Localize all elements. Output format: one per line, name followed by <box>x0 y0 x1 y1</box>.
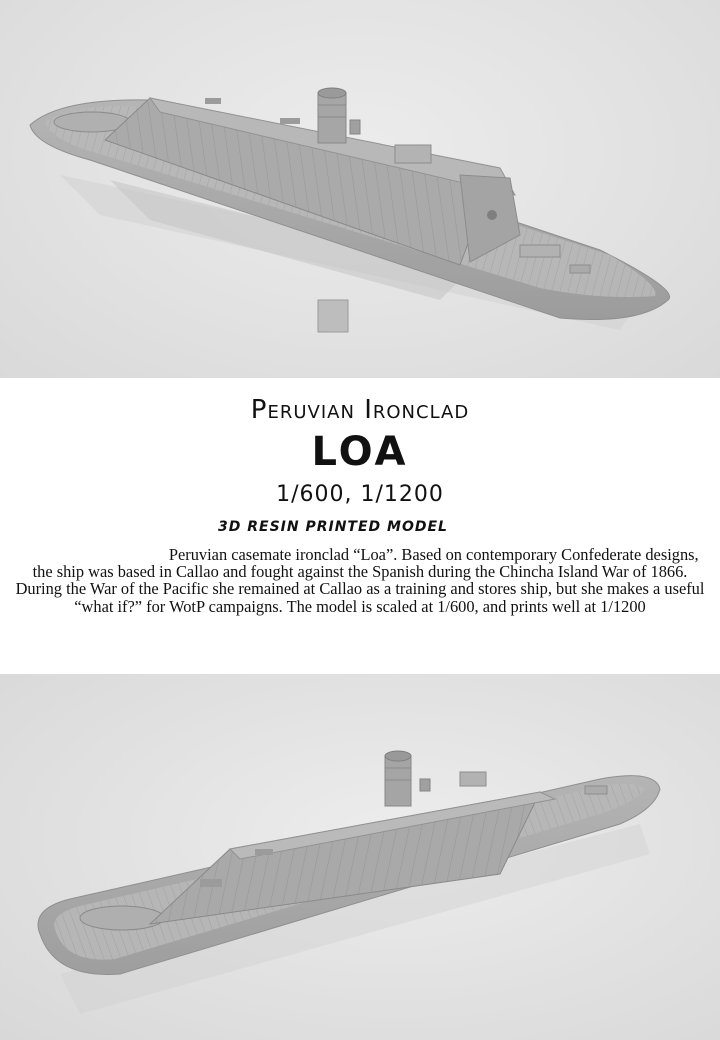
ironclad-bottom-render-image <box>0 674 720 1040</box>
title-line-2: LOA <box>311 429 409 475</box>
description-paragraph: Peruvian casemate ironclad “Loa”. Based on contemporary Confederate designs, the ship was based in Callao and fought against the Spanish during the Chincha Island War of 1866. During the War of the Pacific she remained at Callao as a training and stores ship, but she makes a useful “what if?” for WotP campaigns. The model is scaled at 1/600, and prints well at 1/1200 <box>15 545 705 616</box>
title-scales: 1/600, 1/1200 <box>276 482 444 507</box>
top-model-render <box>0 0 720 378</box>
bottom-model-render <box>0 674 720 1040</box>
text-band <box>0 378 720 674</box>
title-line-1: Peruvian Ironclad <box>250 395 470 425</box>
subtitle: 3D RESIN PRINTED MODEL <box>218 519 448 535</box>
ironclad-top-render-image <box>0 0 720 378</box>
